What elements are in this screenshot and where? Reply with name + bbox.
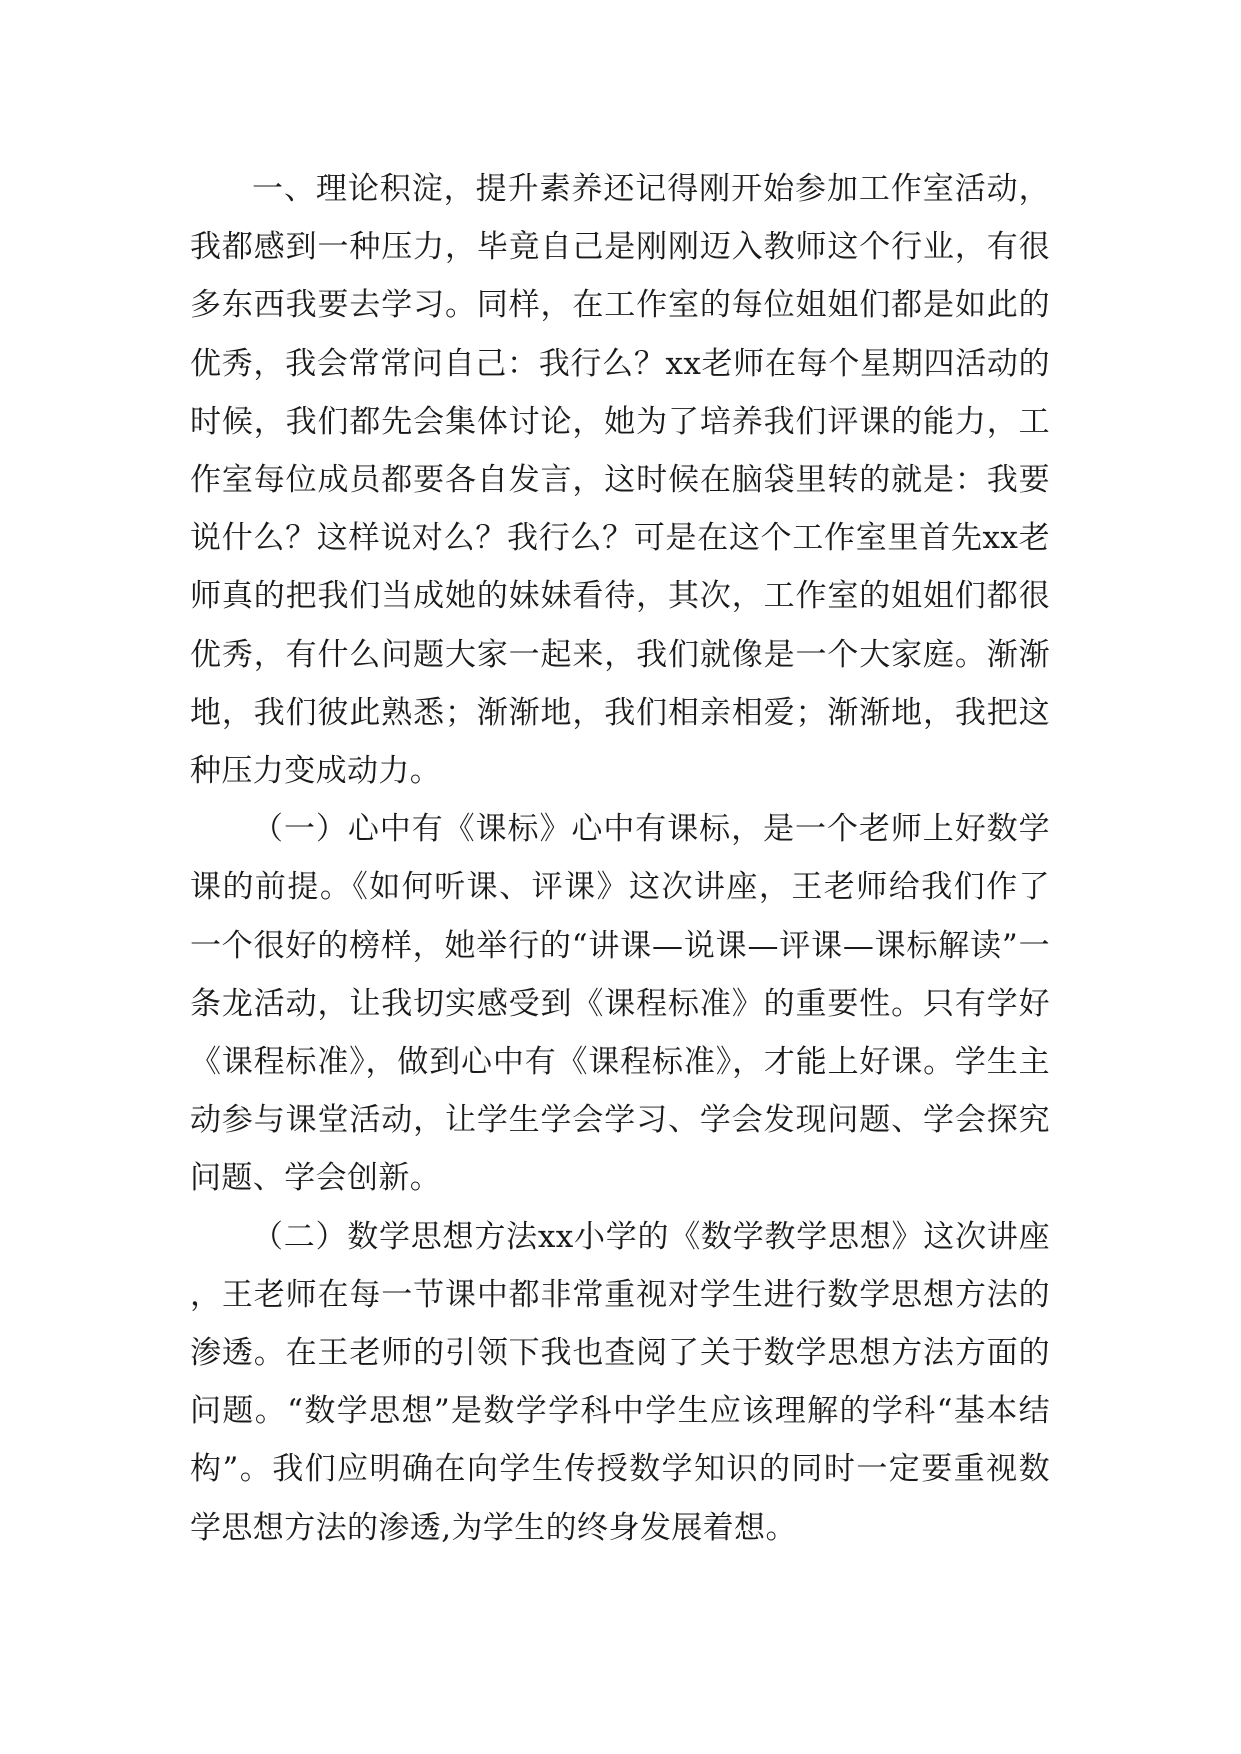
document-body bbox=[190, 160, 1050, 1557]
paragraph-theory: 一、理论积淀，提升素养还记得刚开始参加工作室活动，我都感到一种压力，毕竟自己是刚刚迈入教师这个行业，有很多东西我要去学习。同样，在工作室的每位姐姐们都是如此的优秀，我会常常问自己：我行么？xx老师在每个星期四活动的时候，我们都先会集体讨论，她为了培养我们评课的能力，工作室每位成员都要各自发言，这时候在脑袋里转的就是：我要说什么？这样说对么？我行么？可是在这个工作室里首先xx老师真的把我们当成她的妹妹看待，其次，工作室的姐姐们都很优秀，有什么问题大家一起来，我们就像是一个大家庭。渐渐地，我们彼此熟悉；渐渐地，我们相亲相爱；渐渐地，我把这种压力变成动力。 bbox=[190, 171, 1050, 790]
paragraph-curriculum-standards: （一）心中有《课标》心中有课标，是一个老师上好数学课的前提。《如何听课、评课》这次讲座，王老师给我们作了一个很好的榜样，她举行的“讲课—说课—评课—课标解读”一条龙活动，让我切实感受到《课程标准》的重要性。只有学好《课程标准》，做到心中有《课程标准》，才能上好课。学生主动参与课堂活动，让学生学会学习、学会发现问题、学会探究问题、学会创新。 bbox=[190, 811, 1050, 1197]
paragraph-math-thinking: （二）数学思想方法xx小学的《数学教学思想》这次讲座，王老师在每一节课中都非常重视对学生进行数学思想方法的渗透。在王老师的引领下我也查阅了关于数学思想方法方面的问题。“数学思想”是数学学科中学生应该理解的学科“基本结构”。我们应明确在向学生传授数学知识的同时一定要重视数学思想方法的渗透,为学生的终身发展着想。 bbox=[190, 1218, 1050, 1546]
